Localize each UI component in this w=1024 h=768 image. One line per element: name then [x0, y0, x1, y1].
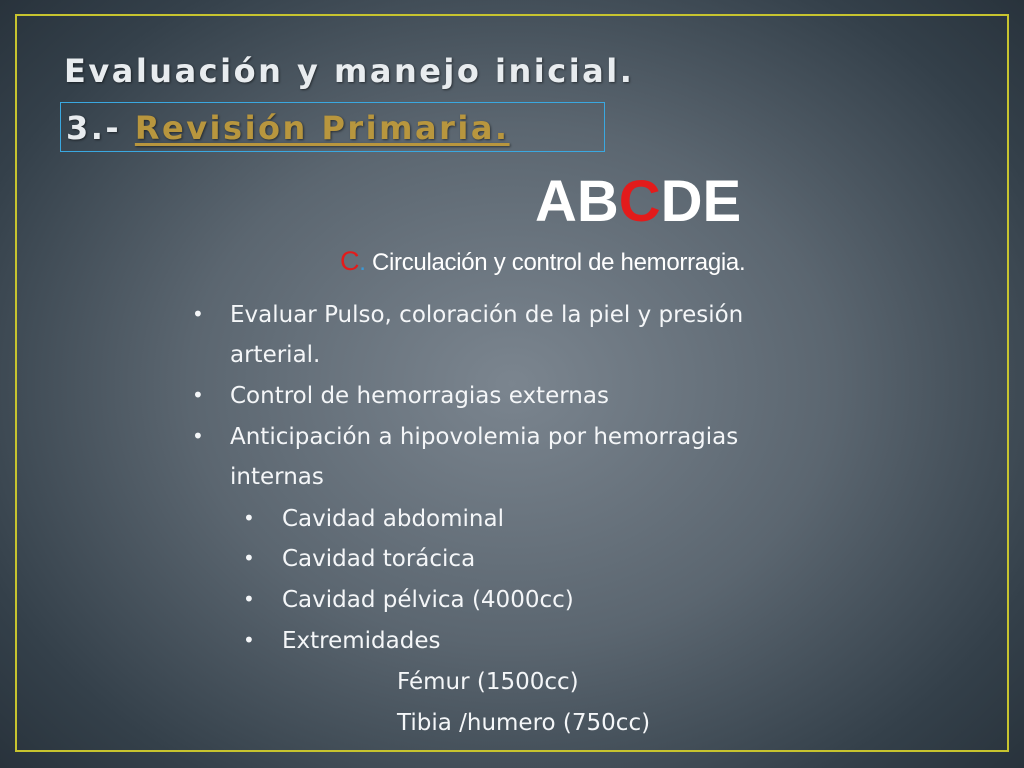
section-number: 3.-: [66, 109, 135, 147]
bullet-text: Control de hemorragias externas: [230, 383, 609, 409]
sub-bullet-icon: •: [243, 587, 255, 611]
bullet-text-continued: arterial.: [230, 342, 321, 368]
bullet-icon: •: [192, 302, 204, 326]
subtitle-dot: .: [359, 249, 366, 276]
subtitle-text: Circulación y control de hemorragia.: [365, 249, 746, 276]
bullet-text-continued: internas: [230, 464, 324, 490]
section-heading: [66, 109, 510, 147]
abcde-before: AB: [535, 169, 619, 234]
sub-bullet-text: Cavidad pélvica (4000cc): [282, 587, 574, 613]
bullet-icon: •: [192, 383, 204, 407]
subtitle-letter: C: [340, 246, 360, 276]
sub-bullet-icon: •: [243, 546, 255, 570]
sub-bullet-icon: •: [243, 628, 255, 652]
sub-bullet-text: Cavidad abdominal: [282, 506, 504, 532]
sub-bullet-text: Cavidad torácica: [282, 546, 476, 572]
sub-bullet-text: Extremidades: [282, 628, 441, 654]
extremity-item: Fémur (1500cc): [397, 669, 579, 695]
section-link[interactable]: Revisión Primaria.: [134, 109, 510, 147]
extremity-item: Tibia /humero (750cc): [397, 710, 651, 736]
abcde-heading: [535, 168, 741, 235]
abcde-after: DE: [660, 169, 742, 234]
bullet-text: Evaluar Pulso, coloración de la piel y presión: [230, 302, 744, 328]
sub-bullet-icon: •: [243, 506, 255, 530]
bullet-text: Anticipación a hipovolemia por hemorragias: [230, 424, 739, 450]
abcde-highlight: C: [618, 169, 661, 234]
bullet-icon: •: [192, 424, 204, 448]
slide-title: Evaluación y manejo inicial.: [64, 52, 635, 90]
circulation-subtitle: [340, 246, 745, 277]
